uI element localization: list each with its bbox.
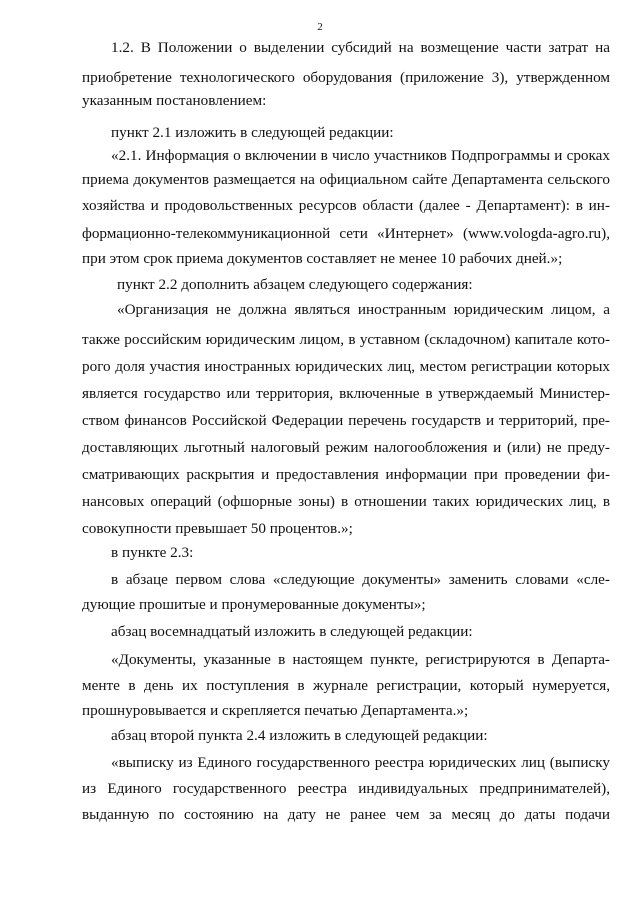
text-line: из Единого государственного реестра индивидуальных предпринимателей), [82, 780, 610, 797]
text-line: нансовых операций (офшорные зоны) в отношении таких юридических лиц, в [82, 493, 610, 510]
text-line: хозяйства и продовольственных ресурсов области (далее - Департамент): в ин- [82, 197, 610, 214]
text-line: менте в день их поступления в журнале регистрации, который нумеруется, [82, 677, 610, 694]
text-line: приобретение технологического оборудования (приложение 3), утвержденном [82, 69, 610, 86]
text-line: «2.1. Информация о включении в число участников Подпрограммы и сроках [111, 147, 610, 164]
text-line: в пункте 2.3: [111, 544, 194, 561]
text-line: указанным постановлением: [82, 92, 267, 109]
page-number: 2 [317, 21, 323, 33]
text-line: приема документов размещается на официальном сайте Департамента сельского [82, 171, 610, 188]
text-line: пункт 2.2 дополнить абзацем следующего содержания: [117, 276, 473, 293]
text-line: абзац восемнадцатый изложить в следующей редакции: [111, 623, 473, 640]
text-line: формационно-телекоммуникационной сети «Интернет» (www.vologda-agro.ru), [82, 225, 610, 242]
text-line: сматривающих раскрытия и предоставления информации при проведении фи- [82, 466, 610, 483]
text-line: в абзаце первом слова «следующие документы» заменить словами «сле- [111, 571, 610, 588]
text-line: «Организация не должна являться иностранным юридическим лицом, а [117, 301, 610, 318]
text-line: рого доля участия иностранных юридических лиц, местом регистрации которых [82, 358, 610, 375]
text-line: ством финансов Российской Федерации перечень государств и территорий, пре- [82, 412, 610, 429]
text-line: совокупности превышает 50 процентов.»; [82, 520, 353, 537]
text-line: доставляющих льготный налоговый режим налогообложения и (или) не преду- [82, 439, 610, 456]
text-line: прошнуровывается и скрепляется печатью Департамента.»; [82, 702, 469, 719]
text-line: при этом срок приема документов составляет не менее 10 рабочих дней.»; [82, 250, 563, 267]
text-line: «выписку из Единого государственного реестра юридических лиц (выписку [111, 754, 610, 771]
text-line: также российским юридическим лицом, в уставном (складочном) капитале кото- [82, 331, 610, 348]
text-line: дующие прошитые и пронумерованные документы»; [82, 596, 426, 613]
text-line: выданную по состоянию на дату не ранее чем за месяц до даты подачи [82, 806, 610, 823]
text-line: «Документы, указанные в настоящем пункте, регистрируются в Департа- [111, 651, 610, 668]
text-line: пункт 2.1 изложить в следующей редакции: [111, 124, 394, 141]
text-line: является государство или территория, включенные в утверждаемый Министер- [82, 385, 610, 402]
text-line: 1.2. В Положении о выделении субсидий на возмещение части затрат на [111, 39, 610, 56]
text-line: абзац второй пункта 2.4 изложить в следующей редакции: [111, 727, 488, 744]
